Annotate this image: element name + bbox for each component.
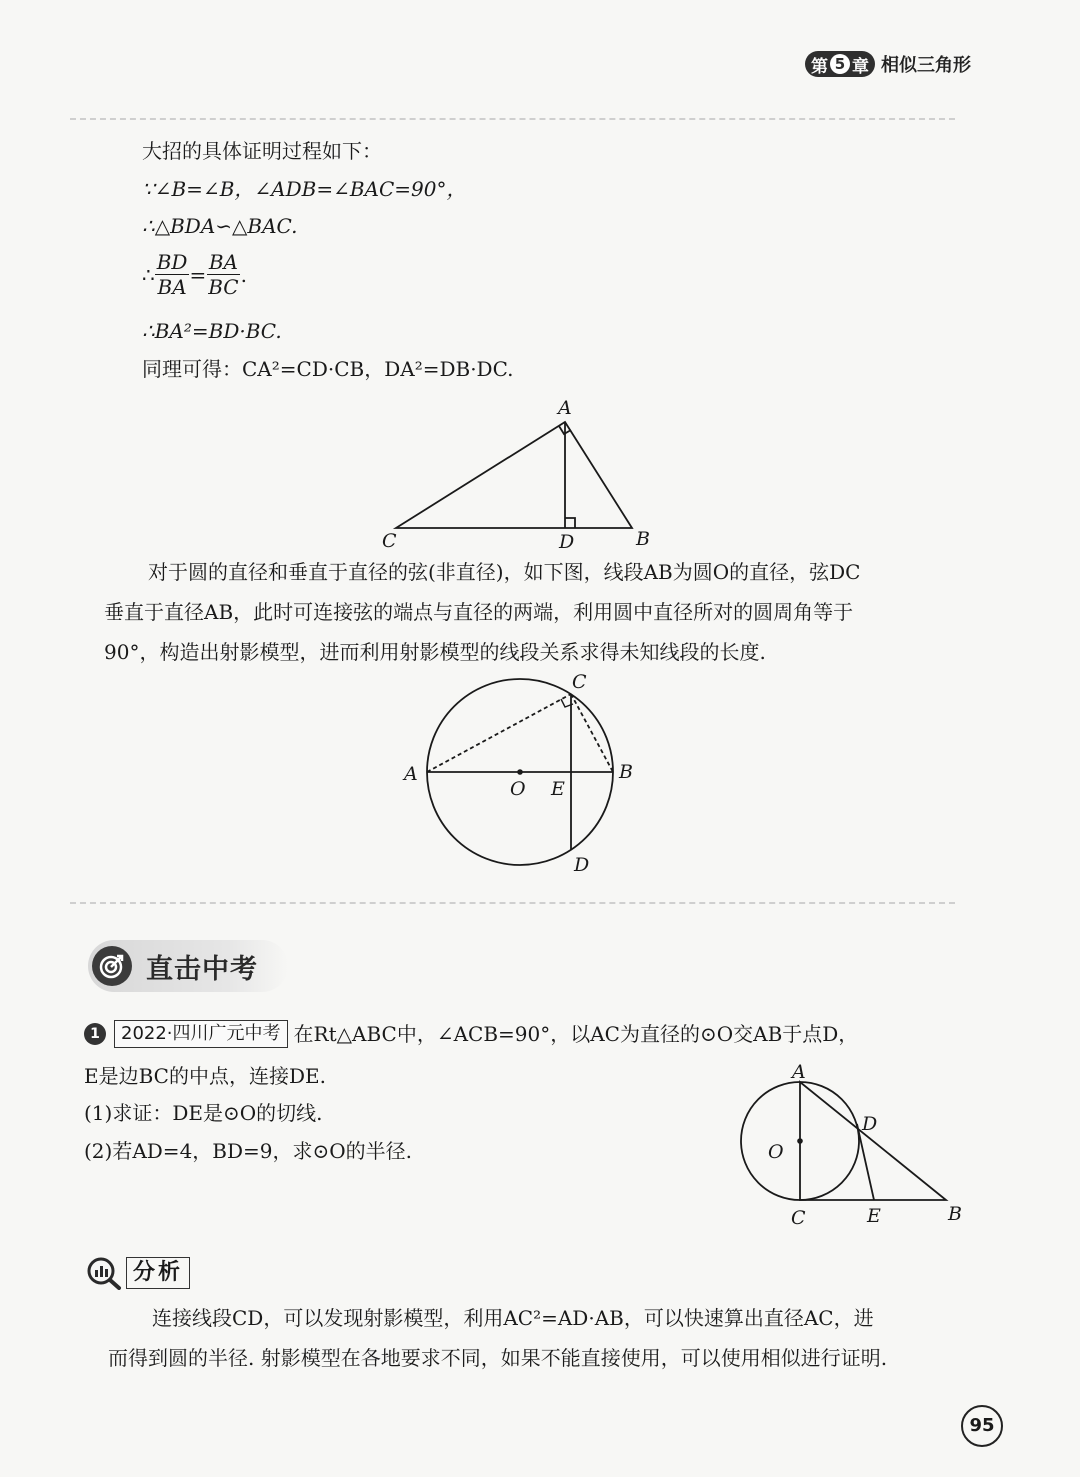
fraction-denominator: BA	[157, 275, 187, 299]
label-a: A	[558, 397, 572, 419]
analysis-header	[86, 1256, 190, 1290]
question-text-line2: E是边BC的中点，连接DE.	[84, 1064, 326, 1088]
proof-step1: ∵∠B=∠B，∠ADB=∠BAC=90°，	[142, 177, 467, 201]
label-c: C	[572, 671, 587, 693]
proof-step2: ∴△BDA∽△BAC.	[142, 214, 298, 238]
proof-step3	[142, 250, 247, 299]
fraction-numerator: BA	[208, 250, 238, 274]
figure-question-circle	[730, 1058, 970, 1233]
label-c: C	[791, 1207, 806, 1229]
question-part1: (1)求证：DE是⊙O的切线.	[84, 1101, 323, 1125]
right-angle-mark-d	[565, 518, 575, 528]
chapter-number: 5	[830, 54, 850, 74]
section-title: 直击中考	[146, 953, 258, 985]
chapter-suffix: 章	[852, 56, 869, 77]
dashed-ac	[427, 694, 571, 772]
label-b: B	[948, 1203, 962, 1225]
center-point-o	[797, 1138, 803, 1144]
header-divider	[70, 118, 955, 120]
analysis-title: 分析	[126, 1257, 190, 1289]
label-b: B	[619, 761, 633, 783]
page-number: 95	[961, 1405, 1003, 1447]
magnifier-chart-icon	[86, 1256, 122, 1290]
target-icon	[92, 946, 132, 986]
explanation-line3: 90°，构造出射影模型，进而利用射影模型的线段关系求得未知线段的长度.	[104, 640, 766, 664]
fraction-denominator: BC	[208, 275, 239, 299]
section-divider	[70, 902, 955, 904]
analysis-line1: 连接线段CD，可以发现射影模型，利用AC²=AD·AB，可以快速算出直径AC，进	[152, 1306, 874, 1330]
label-e: E	[551, 778, 565, 800]
chapter-title: 相似三角形	[881, 55, 971, 76]
question-number: 1	[84, 1023, 106, 1045]
question-part2: (2)若AD=4，BD=9，求⊙O的半径.	[84, 1139, 413, 1163]
triangle-abc	[800, 1082, 946, 1200]
fraction-ba-bc	[206, 250, 240, 299]
label-d: D	[574, 854, 590, 876]
question-line1	[84, 1019, 858, 1049]
label-a: A	[404, 763, 418, 785]
triangle-abc	[396, 422, 632, 528]
figure-right-triangle	[370, 390, 670, 555]
center-point-o	[517, 769, 523, 775]
fraction-numerator: BD	[156, 250, 188, 274]
fraction-bd-ba	[155, 250, 190, 299]
proof-step5: 同理可得：CA²=CD·CB，DA²=DB·DC.	[142, 357, 514, 381]
label-o: O	[510, 778, 526, 800]
therefore-symbol: ∴	[142, 262, 155, 287]
question-source-tag: 2022·四川广元中考	[114, 1020, 288, 1048]
label-d: D	[559, 531, 575, 553]
label-c: C	[382, 530, 397, 552]
label-o: O	[768, 1141, 784, 1163]
equals-sign: =	[189, 262, 207, 287]
proof-intro: 大招的具体证明过程如下：	[142, 139, 382, 163]
proof-step4: ∴BA²=BD·BC.	[142, 319, 282, 343]
analysis-text	[108, 1298, 958, 1378]
explanation	[104, 552, 954, 672]
label-d: D	[862, 1113, 878, 1135]
period: .	[240, 262, 247, 287]
label-b: B	[636, 528, 650, 550]
section-header	[88, 940, 288, 992]
chapter-prefix: 第	[811, 56, 828, 77]
label-e: E	[867, 1205, 881, 1227]
analysis-line2: 而得到圆的半径. 射影模型在各地要求不同，如果不能直接使用，可以使用相似进行证明.	[108, 1346, 888, 1370]
chapter-header	[805, 50, 971, 78]
figure-circle-chord	[395, 668, 645, 883]
label-a: A	[792, 1061, 806, 1083]
explanation-line1: 对于圆的直径和垂直于直径的弦(非直径)，如下图，线段AB为圆O的直径，弦DC	[148, 560, 861, 584]
question-text-line1: 在Rt△ABC中，∠ACB=90°，以AC为直径的⊙O交AB于点D，	[293, 1022, 859, 1046]
explanation-line2: 垂直于直径AB，此时可连接弦的端点与直径的两端，利用圆中直径所对的圆周角等于	[104, 600, 854, 624]
chapter-badge	[805, 51, 875, 77]
dashed-cb	[571, 694, 613, 772]
